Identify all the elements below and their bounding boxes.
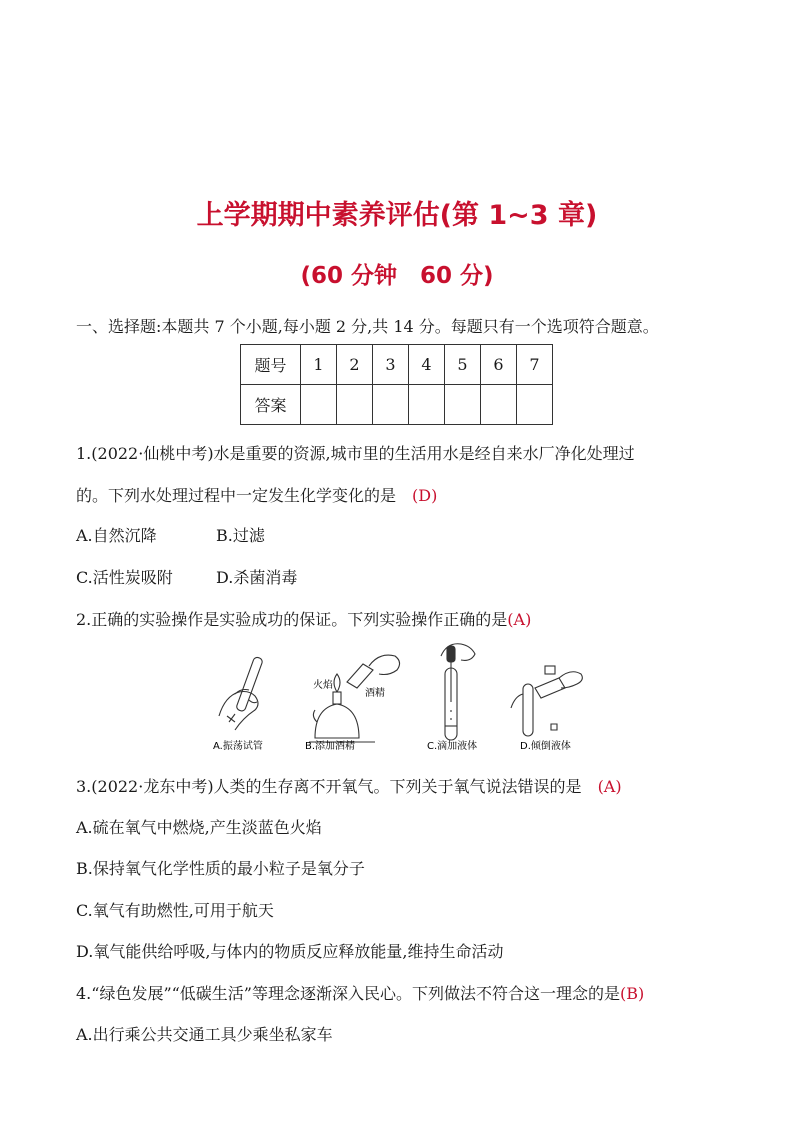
answer-cell[interactable] (409, 385, 445, 425)
page-title: 上学期期中素养评估(第 1~3 章) (196, 200, 598, 231)
q1-options-row2 (76, 565, 297, 588)
figure-label-flame: 火焰 (313, 680, 333, 691)
table-cell: 7 (517, 345, 553, 385)
q4-option-a: A.出行乘公共交通工具少乘坐私家车 (76, 1025, 333, 1044)
q4-answer: (B) (620, 984, 645, 1003)
q3-answer: (A) (597, 777, 622, 796)
figure-caption-a: A.振荡试管 (213, 741, 263, 752)
table-row (241, 345, 553, 385)
q3-stem (76, 774, 622, 797)
answer-cell[interactable] (373, 385, 409, 425)
q1-option-d: D.杀菌消毒 (216, 568, 298, 587)
table-row (241, 385, 553, 425)
q2-stem (76, 607, 531, 630)
figure-caption-b: B.添加酒精 (305, 741, 356, 752)
q3-option-a: A.硫在氧气中燃烧,产生淡蓝色火焰 (76, 818, 322, 837)
table-cell: 4 (409, 345, 445, 385)
q1-option-b: B.过滤 (216, 526, 265, 545)
q3-option-c: C.氧气有助燃性,可用于航天 (76, 901, 274, 920)
q2-answer: (A) (507, 610, 532, 629)
table-cell: 3 (373, 345, 409, 385)
q2-stem-text: 2.正确的实验操作是实验成功的保证。下列实验操作正确的是 (76, 610, 508, 629)
q1-stem-text: 的。下列水处理过程中一定发生化学变化的是 (76, 486, 413, 505)
table-head-number: 题号 (241, 345, 301, 385)
q1-stem-line2 (76, 483, 437, 506)
figure-a-shaking-tube (219, 656, 263, 730)
figure-c-dropping-liquid (441, 644, 475, 740)
section-heading: 一、选择题:本题共 7 个小题,每小题 2 分,共 14 分。每题只有一个选项符合题意。 (76, 317, 659, 336)
figure-caption-d: D.倾倒液体 (520, 741, 571, 752)
table-head-answer: 答案 (241, 385, 301, 425)
q3-option-b: B.保持氧气化学性质的最小粒子是氧分子 (76, 859, 365, 878)
q3-option-d: D.氧气能供给呼吸,与体内的物质反应释放能量,维持生命活动 (76, 942, 504, 961)
answer-cell[interactable] (301, 385, 337, 425)
answer-table (240, 344, 553, 425)
figure-b-adding-alcohol (309, 655, 400, 742)
table-cell: 6 (481, 345, 517, 385)
answer-cell[interactable] (337, 385, 373, 425)
q4-stem-text: 4.“绿色发展”“低碳生活”等理念逐渐深入民心。下列做法不符合这一理念的是 (76, 984, 620, 1003)
lab-operations-figure (205, 638, 595, 756)
answer-cell[interactable] (445, 385, 481, 425)
q1-stem-line1: 1.(2022·仙桃中考)水是重要的资源,城市里的生活用水是经自来水厂净化处理过 (76, 444, 635, 463)
figure-caption-c: C.滴加液体 (427, 741, 478, 752)
q1-option-a: A.自然沉降 (76, 526, 157, 545)
table-cell: 2 (337, 345, 373, 385)
q4-stem (76, 981, 644, 1004)
figure-d-pouring-liquid (511, 666, 582, 736)
answer-cell[interactable] (517, 385, 553, 425)
q1-answer: (D) (412, 486, 438, 505)
table-cell: 1 (301, 345, 337, 385)
figure-label-alcohol: 酒精 (365, 688, 385, 699)
table-cell: 5 (445, 345, 481, 385)
page-subtitle: (60 分钟 60 分) (300, 263, 494, 289)
q1-options-row1 (76, 523, 265, 546)
q1-option-c: C.活性炭吸附 (76, 568, 173, 587)
q3-stem-text: 3.(2022·龙东中考)人类的生存离不开氧气。下列关于氧气说法错误的是 (76, 777, 598, 796)
answer-cell[interactable] (481, 385, 517, 425)
